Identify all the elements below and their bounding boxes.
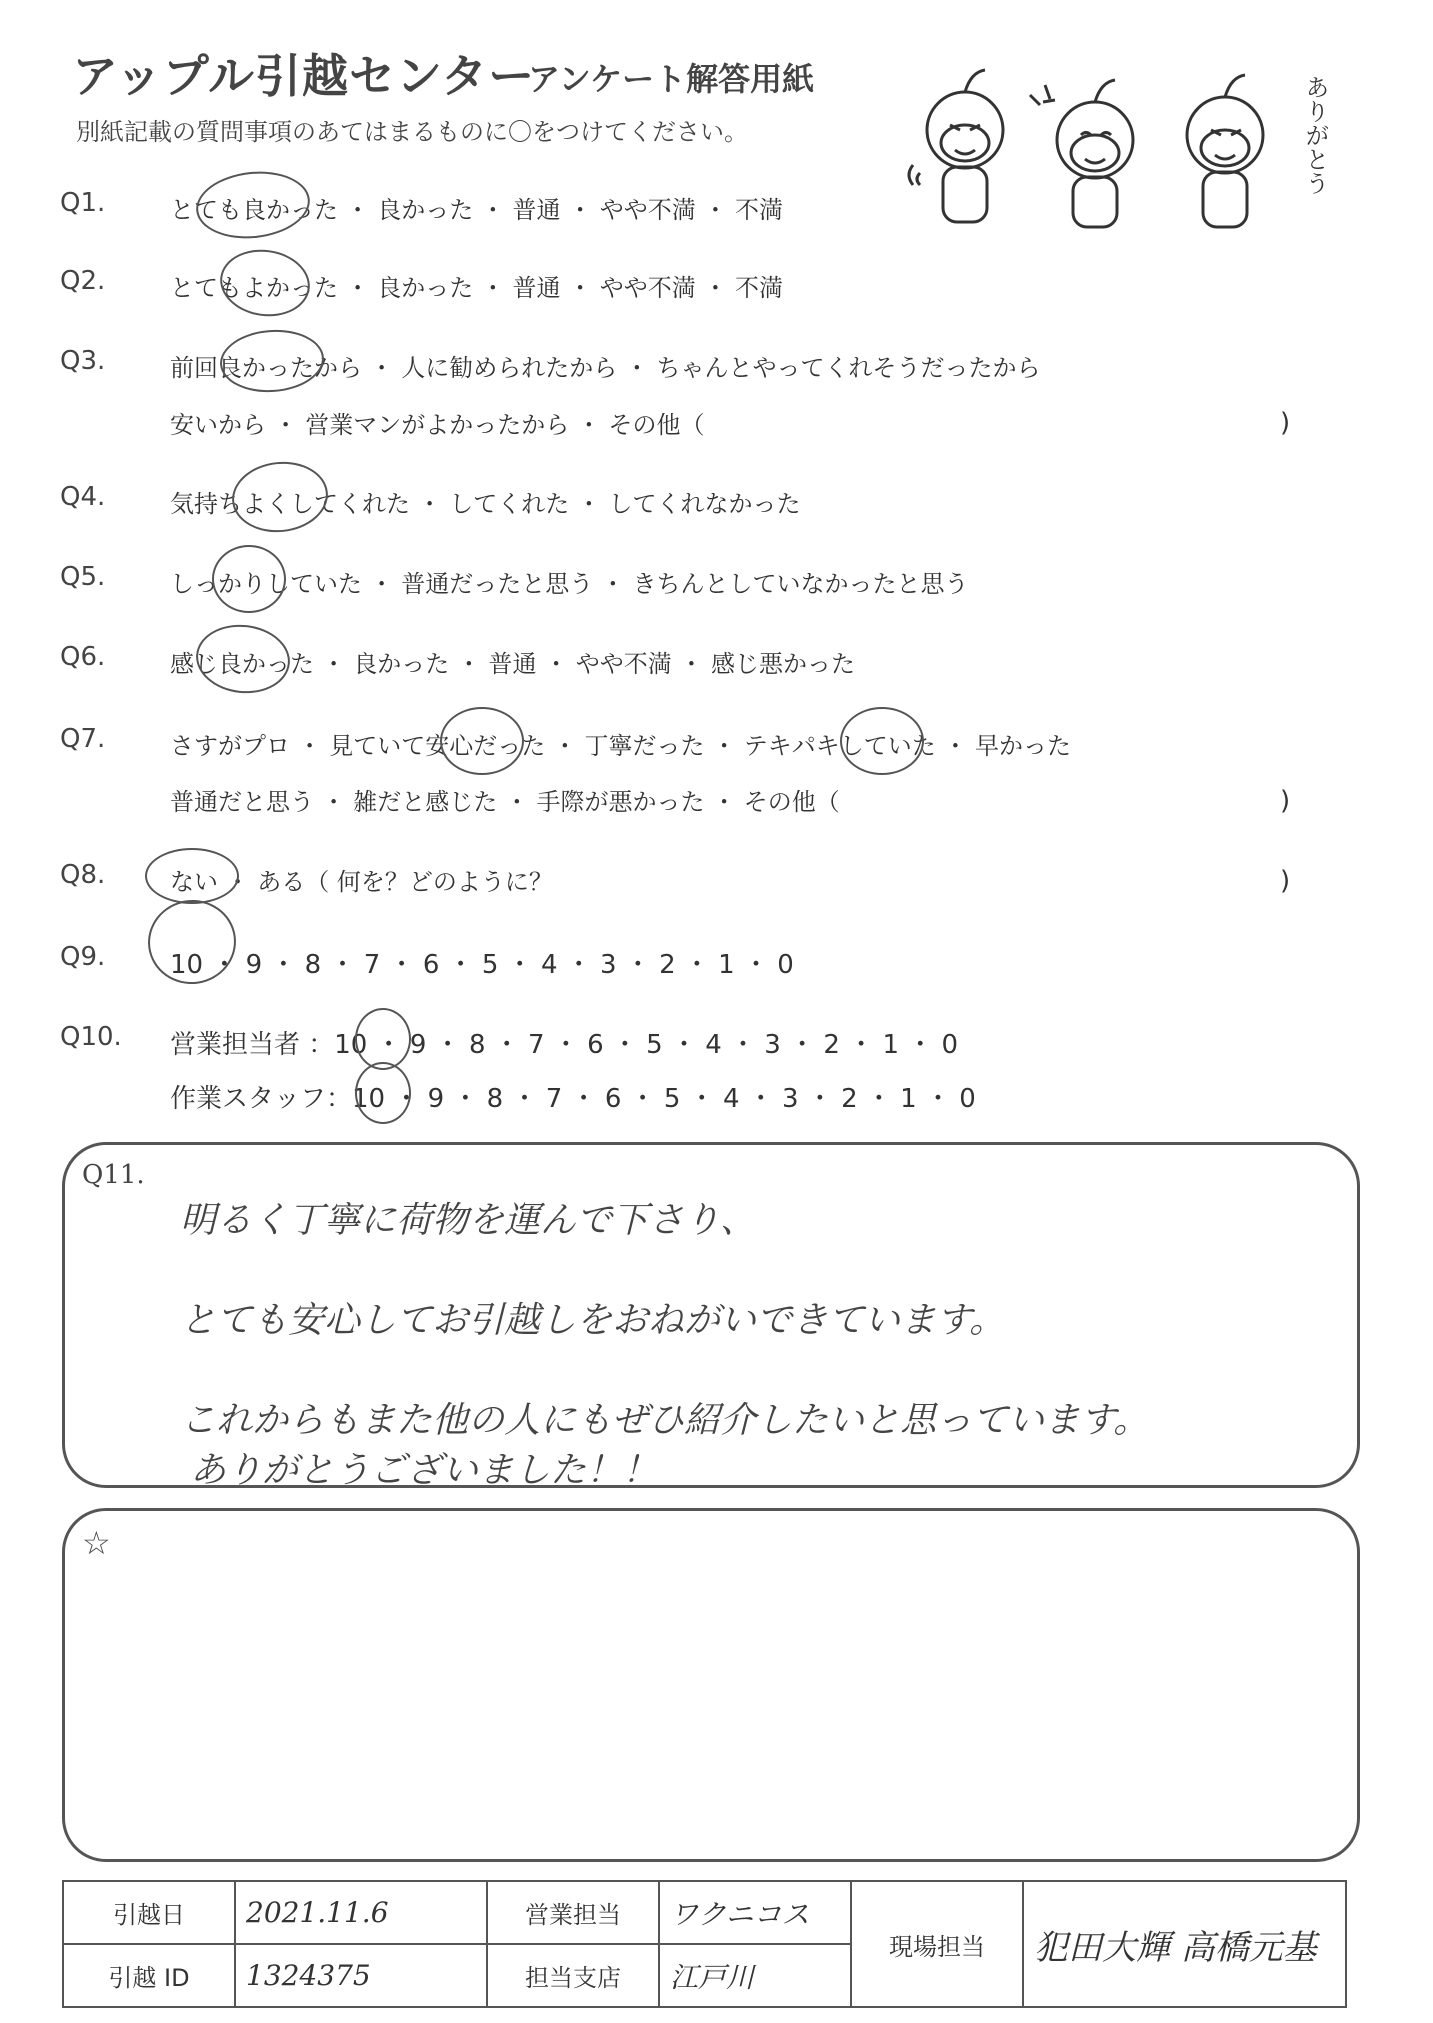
q9-label: Q9. xyxy=(60,942,106,972)
instruction-text: 別紙記載の質問事項のあてはまるものに〇をつけてください。 xyxy=(76,118,748,146)
q4-answer-circle xyxy=(229,457,332,537)
q11-comment-line-3: これからもまた他の人にもぜひ紹介したいと思っています。 xyxy=(180,1400,1150,1441)
q1-answer-circle xyxy=(193,166,313,244)
q2-label: Q2. xyxy=(60,266,106,296)
q3-answer-circle xyxy=(218,326,326,395)
q5-label: Q5. xyxy=(60,562,106,592)
q7-answer-circle-1 xyxy=(440,707,524,775)
star-label: ☆ xyxy=(82,1524,111,1562)
monkey-mascots-illustration xyxy=(905,55,1345,235)
site-staff-label: 現場担当 xyxy=(851,1881,1023,2007)
q5-options: しっかりしていた ・ 普通だったと思う ・ きちんとしていなかったと思う xyxy=(170,570,969,598)
company-title: アップル引越センター xyxy=(72,49,536,103)
q6-label: Q6. xyxy=(60,642,106,672)
mascot-caption: ありがとう xyxy=(1301,75,1329,195)
q2-answer-circle xyxy=(216,244,314,322)
q5-answer-circle xyxy=(212,545,286,613)
q11-comment-line-2: とても安心してお引越しをおねがいできています。 xyxy=(180,1300,1006,1341)
sales-rep-label: 営業担当 xyxy=(487,1881,659,1944)
q4-options: 気持ちよくしてくれた ・ してくれた ・ してくれなかった xyxy=(170,490,801,518)
branch-label: 担当支店 xyxy=(487,1944,659,2007)
move-date-label: 引越日 xyxy=(63,1881,235,1944)
q7-paren-close: ) xyxy=(1280,786,1291,816)
q4-label: Q4. xyxy=(60,482,106,512)
q6-options: 感じ良かった ・ 良かった ・ 普通 ・ やや不満 ・ 感じ悪かった xyxy=(170,650,856,678)
q3-paren-close: ) xyxy=(1280,408,1291,438)
q7-label: Q7. xyxy=(60,724,106,754)
site-staff-value: 犯田大輝 高橋元基 xyxy=(1023,1881,1346,2007)
q8-options: ない ・ ある（ 何を？どのように？ xyxy=(170,868,553,896)
q11-comment-line-1: 明るく丁寧に荷物を運んで下さり、 xyxy=(180,1200,757,1241)
monkey-1-icon xyxy=(909,70,1003,222)
footer-info-table xyxy=(62,1880,1347,2008)
branch-value: 江戸川 xyxy=(659,1944,851,2007)
q8-label: Q8. xyxy=(60,860,106,890)
monkey-3-icon xyxy=(1187,75,1263,227)
q3-options-line2: 安いから ・ 営業マンがよかったから ・ その他（ xyxy=(170,411,705,439)
q7-options-line2: 普通だと思う ・ 雑だと感じた ・ 手際が悪かった ・ その他（ xyxy=(170,788,840,816)
form-subtitle: アンケート解答用紙 xyxy=(528,60,815,98)
move-date-value: 2021.11.6 xyxy=(235,1881,487,1944)
q3-options-line1: 前回良かったから ・ 人に勧められたから ・ ちゃんとやってくれそうだったから xyxy=(170,354,1041,382)
q3-label: Q3. xyxy=(60,346,106,376)
q10-staff-scale: 作業スタッフ：10 ・ 9 ・ 8 ・ 7 ・ 6 ・ 5 ・ 4 ・ 3 ・ 2 ・ 1 ・ 0 xyxy=(170,1084,976,1114)
q9-scale: 10 ・ 9 ・ 8 ・ 7 ・ 6 ・ 5 ・ 4 ・ 3 ・ 2 ・ 1 ・ 0 xyxy=(170,950,794,980)
q8-answer-circle xyxy=(145,848,239,904)
q7-options-line1: さすがプロ ・ 見ていて安心だった ・ 丁寧だった ・ テキパキしていた ・ 早かった xyxy=(170,732,1072,760)
q2-options: とてもよかった ・ 良かった ・ 普通 ・ やや不満 ・ 不満 xyxy=(170,274,784,302)
q1-options: とても良かった ・ 良かった ・ 普通 ・ やや不満 ・ 不満 xyxy=(170,196,784,224)
q8-paren-close: ) xyxy=(1280,866,1291,896)
q11-label: Q11. xyxy=(82,1160,145,1190)
q10-staff-answer-circle xyxy=(355,1062,411,1124)
q7-answer-circle-2 xyxy=(840,707,924,775)
q6-answer-circle xyxy=(193,620,294,697)
star-comment-box xyxy=(62,1508,1360,1862)
q10-sales-answer-circle xyxy=(355,1008,411,1070)
monkey-2-icon xyxy=(1030,80,1133,227)
q11-comment-line-4: ありがとうございました！！ xyxy=(190,1450,659,1491)
q1-label: Q1. xyxy=(60,188,106,218)
sales-rep-value: ワクニコス xyxy=(659,1881,851,1944)
q10-sales-scale: 営業担当者 ：10 ・ 9 ・ 8 ・ 7 ・ 6 ・ 5 ・ 4 ・ 3 ・ 2 ・ 1 ・ 0 xyxy=(170,1030,959,1060)
q10-label: Q10. xyxy=(60,1022,122,1052)
move-id-value: 1324375 xyxy=(235,1944,487,2007)
move-id-label: 引越 ID xyxy=(63,1944,235,2007)
